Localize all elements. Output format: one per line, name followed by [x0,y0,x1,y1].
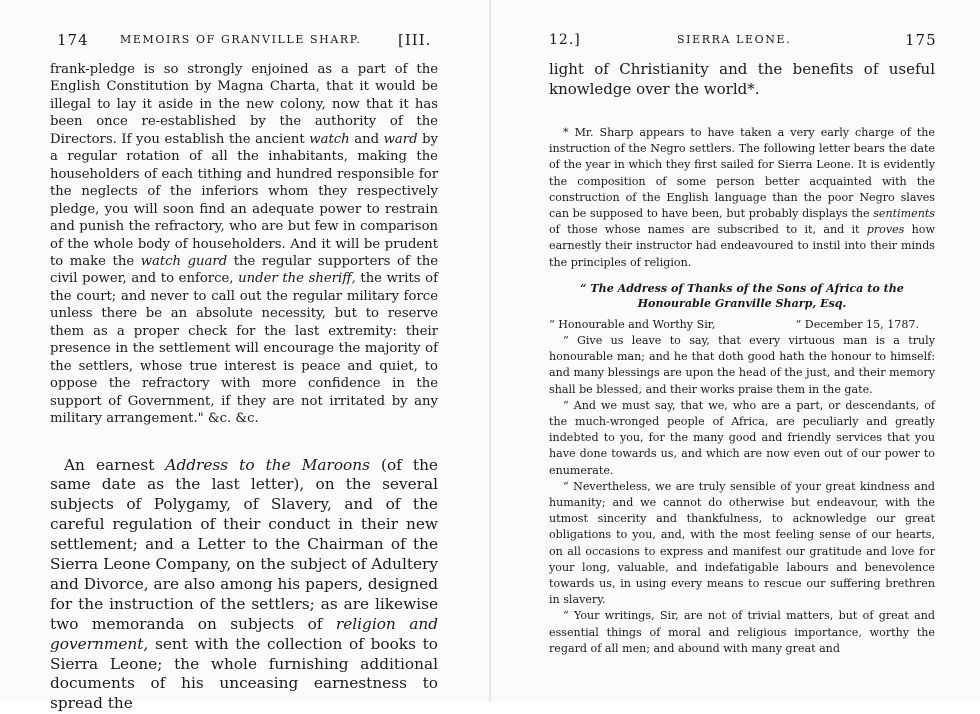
page-number: 175 [905,31,937,49]
left-page [0,0,489,713]
letter-paragraph: “ And we must say, that we, who are a part, or descendants, of the much-wronged people of Africa, are peculiarly and greatly indebted to you, for the many good and friendly services that you have done towards us, and which are now even out of our power to enumerate. [549,398,935,477]
chapter-marker: 12.] [549,32,581,48]
chapter-marker: [III. [398,31,432,49]
letter-paragraph: “ Give us leave to say, that every virtuous man is a truly honourable man; and he that doth good hath the honour to himself: and many blessings are upon the head of the just, and their memory shall be blessed, and their works praise them in the gate. [549,334,935,396]
letter-paragraph: “ Nevertheless, we are truly sensible of your great kindness and humanity; and we cannot do otherwise but endeavour, with the utmost sincerity and thankfulness, to acknowledge our great obligations to you, and, with the most feeling sense of our hearts, on all occasions to express and manifest our gratitude and love for your long, valuable, and indefatigable labours and benevolence towards us, in using every means to rescue our suffering brethren in slavery. [549,479,935,607]
main-text-continuation: light of Christianity and the benefits of useful knowledge over the world*. [549,60,935,98]
page-number: 174 [57,31,89,49]
running-title: SIERRA LEONE. [677,33,792,46]
letter-date: “ December 15, 1787. [795,317,919,331]
footnote [549,125,935,657]
salutation-line [549,317,935,333]
salutation: “ Honourable and Worthy Sir, [549,317,716,331]
letter-paragraph: “ Your writings, Sir, are not of trivial matters, but of great and essential things of moral and religious importance, worthy the regard of all men; and abound with many great and [549,609,935,655]
right-page [491,0,980,702]
left-page-body [50,61,438,714]
paragraph-maroons: An earnest Address to the Maroons (of the same date as the last letter), on the several subjects of Polygamy, of Slavery, and of the careful regulation of their conduct in their new settlement; and a Letter to the Chairman of the Sierra Leone Company, on the subject of Adultery and Divorce, are also among his papers, designed for the instruction of the settlers; as are likewise two memoranda on subjects of religion and government, sent with the collection of books to Sierra Leone; the whole furnishing additional documents of his unceasing earnestness to spread the [50,455,438,713]
running-title: MEMOIRS OF GRANVILLE SHARP. [120,33,362,46]
footnote-intro: * Mr. Sharp appears to have taken a very early charge of the instruction of the Negro settlers. The following letter bears the date of the year in which they first sailed for Sierra Leone. It is evidently the composition of some person better acquainted with the construction of the English language than the poor Negro slaves can be supposed to have been, but probably displays the sentiments of those whose names are subscribed to it, and it proves how earnestly their instructor had endeavoured to instil into their minds the principles of religion. [549,126,935,269]
paragraph-continuation: frank-pledge is so strongly enjoined as a part of the English Constitution by Magna Charta, that it would be illegal to lay it aside in the new colony, now that it has been once re-established by the authority of the Directors. If you establish the ancient watch and ward by a regular rotation of all the inhabitants, making the householders of each tithing and hundred responsible for the neglects of the inferiors whom they respectively pledge, you will soon find an adequate power to restrain and punish the refractory, who are but few in comparison of the whole body of householders. And it will be prudent to make the watch guard the regular supporters of the civil power, and to enforce, under the sheriff, the writs of the court; and never to call out the regular military force unless there be an absolute necessity, but to reserve them as a proper check for the last extremity: their presence in the settlement will encourage the majority of the settlers, whose true interest is peace and quiet, to oppose the refractory with more confidence in the support of Government, if they are not irritated by any military arrangement." &c. &c. [50,62,439,427]
address-title: “ The Address of Thanks of the Sons of Africa to the Honourable Granville Sharp, Esq. [580,281,904,310]
